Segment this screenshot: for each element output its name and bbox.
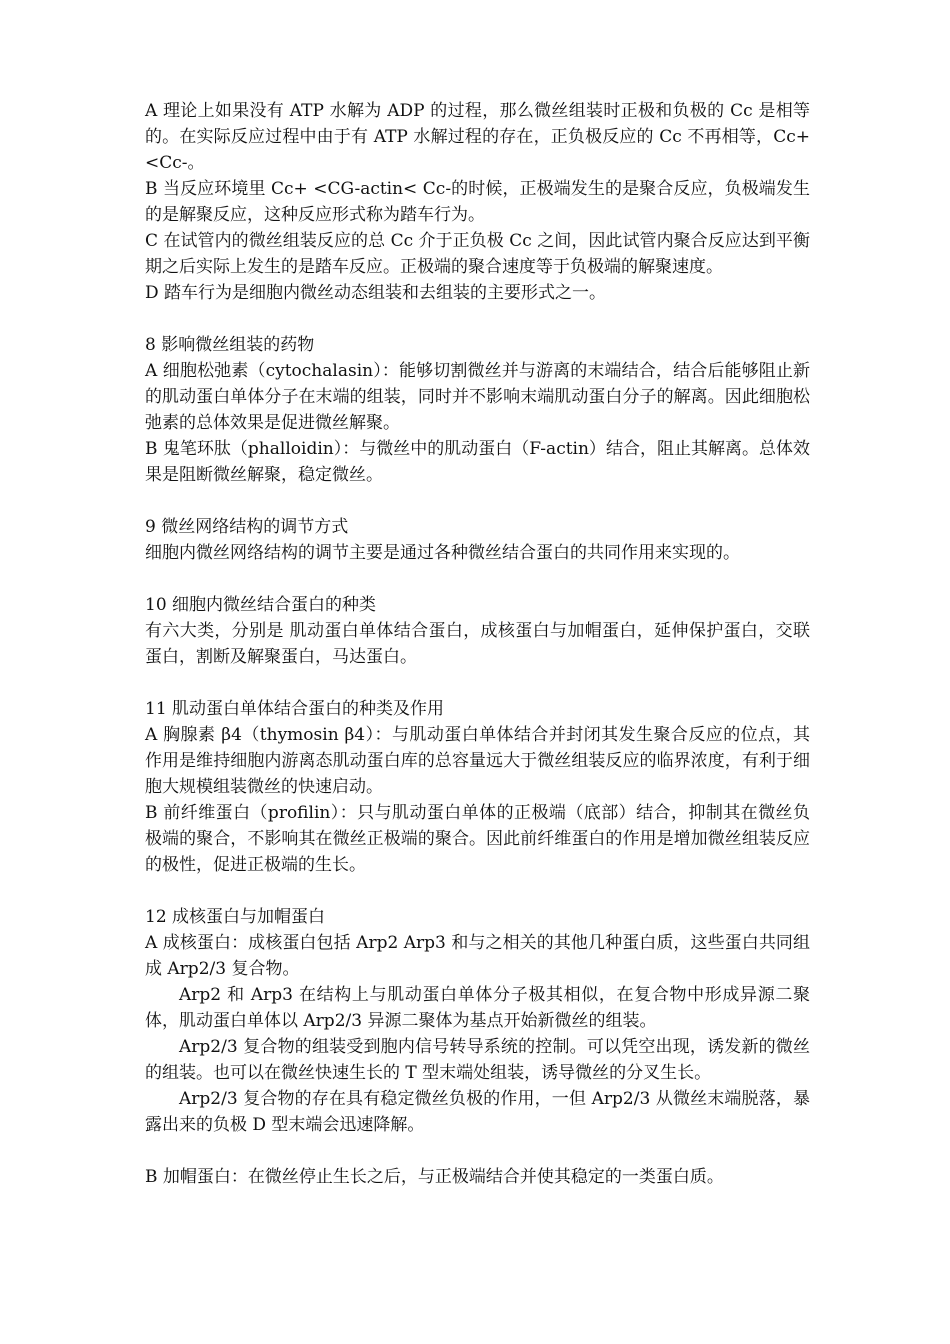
section-12 — [145, 904, 810, 1138]
section-10 — [145, 592, 810, 670]
section-heading: 11 肌动蛋白单体结合蛋白的种类及作用 — [145, 699, 445, 719]
paragraph-indented: Arp2 和 Arp3 在结构上与肌动蛋白单体分子极其相似，在复合物中形成异源二聚体，肌动蛋白单体以 Arp2/3 异源二聚体为基点开始新微丝的组装。 — [145, 985, 810, 1031]
paragraph: B 加帽蛋白：在微丝停止生长之后，与正极端结合并使其稳定的一类蛋白质。 — [145, 1167, 724, 1187]
paragraph: A 胸腺素 β4（thymosin β4）：与肌动蛋白单体结合并封闭其发生聚合反应的位点，其作用是维持细胞内游离态肌动蛋白库的总容量远大于微丝组装反应的临界浓度，有利于细胞大规模组装微丝的快速启动。 — [145, 725, 810, 797]
section-heading: 12 成核蛋白与加帽蛋白 — [145, 907, 326, 927]
section-heading: 9 微丝网络结构的调节方式 — [145, 517, 349, 537]
section-heading: 10 细胞内微丝结合蛋白的种类 — [145, 595, 377, 615]
section-11 — [145, 696, 810, 878]
section-9 — [145, 514, 810, 566]
paragraph: B 鬼笔环肽（phalloidin）：与微丝中的肌动蛋白（F-actin）结合，阻止其解离。总体效果是阻断微丝解聚，稳定微丝。 — [145, 439, 810, 485]
paragraph: D 踏车行为是细胞内微丝动态组装和去组装的主要形式之一。 — [145, 283, 607, 303]
paragraph: A 理论上如果没有 ATP 水解为 ADP 的过程，那么微丝组装时正极和负极的 Cc 是相等的。在实际反应过程中由于有 ATP 水解过程的存在，正负极反应的 Cc 不再相等，Cc+<Cc-。 — [145, 101, 810, 173]
section-treadmilling — [145, 98, 810, 306]
section-8 — [145, 332, 810, 488]
paragraph: 细胞内微丝网络结构的调节主要是通过各种微丝结合蛋白的共同作用来实现的。 — [145, 543, 740, 563]
paragraph: B 前纤维蛋白（profilin）：只与肌动蛋白单体的正极端（底部）结合，抑制其在微丝负极端的聚合，不影响其在微丝正极端的聚合。因此前纤维蛋白的作用是增加微丝组装反应的极性，促进正极端的生长。 — [145, 803, 810, 875]
paragraph: A 细胞松弛素（cytochalasin）：能够切割微丝并与游离的末端结合，结合后能够阻止新的肌动蛋白单体分子在末端的组装，同时并不影响末端肌动蛋白分子的解离。因此细胞松弛素的总体效果是促进微丝解聚。 — [145, 361, 810, 433]
paragraph-indented: Arp2/3 复合物的组装受到胞内信号转导系统的控制。可以凭空出现，诱发新的微丝的组装。也可以在微丝快速生长的 T 型末端处组装，诱导微丝的分叉生长。 — [145, 1037, 810, 1083]
section-12-capping — [145, 1164, 810, 1190]
paragraph: 有六大类，分别是 肌动蛋白单体结合蛋白，成核蛋白与加帽蛋白，延伸保护蛋白，交联蛋白，割断及解聚蛋白，马达蛋白。 — [145, 621, 810, 667]
section-heading: 8 影响微丝组装的药物 — [145, 335, 315, 355]
paragraph: A 成核蛋白：成核蛋白包括 Arp2 Arp3 和与之相关的其他几种蛋白质，这些蛋白共同组成 Arp2/3 复合物。 — [145, 933, 810, 979]
paragraph: C 在试管内的微丝组装反应的总 Cc 介于正负极 Cc 之间，因此试管内聚合反应达到平衡期之后实际上发生的是踏车反应。正极端的聚合速度等于负极端的解聚速度。 — [145, 231, 810, 277]
paragraph-indented: Arp2/3 复合物的存在具有稳定微丝负极的作用，一但 Arp2/3 从微丝末端脱落，暴露出来的负极 D 型末端会迅速降解。 — [145, 1089, 810, 1135]
paragraph: B 当反应环境里 Cc+ <CG-actin< Cc-的时候，正极端发生的是聚合反应，负极端发生的是解聚反应，这种反应形式称为踏车行为。 — [145, 179, 810, 225]
